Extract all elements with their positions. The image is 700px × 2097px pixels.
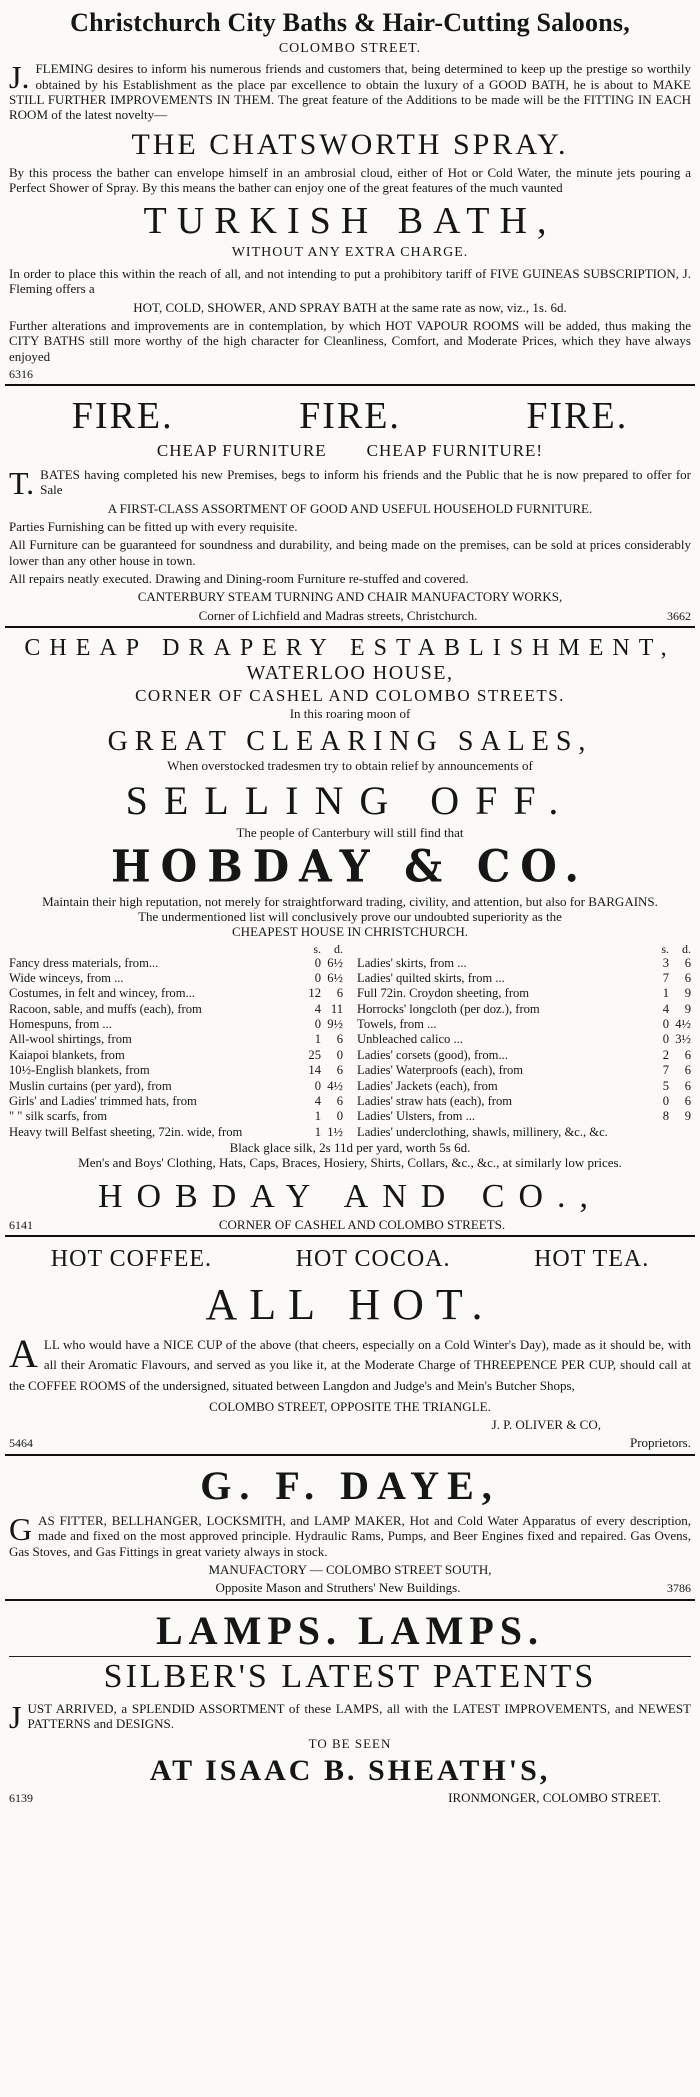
price-item: Fancy dress materials, from...	[9, 955, 159, 970]
drapery-footer	[9, 1217, 691, 1232]
fire-heading-row	[9, 394, 691, 439]
price-column-right	[357, 942, 691, 1140]
baths-p4: Further alterations and improvements are in contemplation, by which HOT VAPOUR ROOMS will be added, thus making the CITY BATHS still more worthy of the high character for Cleanliness, Comfort, and Moderate Prices, which they have always enjoyed	[9, 317, 691, 364]
price-row	[9, 1063, 343, 1078]
price-shillings: 0	[314, 971, 321, 986]
price-item: Racoon, sable, and muffs (each), from	[9, 1001, 202, 1016]
hot-tea: HOT TEA.	[534, 1246, 650, 1273]
drapery-l3: The people of Canterbury will still find that	[236, 824, 464, 840]
cheap-furniture-2: CHEAP FURNITURE!	[366, 440, 544, 460]
fire-dropcap: T.	[9, 464, 35, 501]
price-row	[9, 1079, 343, 1094]
price-pence: 4½	[327, 1078, 343, 1093]
baths-p3b: HOT, COLD, SHOWER, AND SPRAY BATH at the same rate as now, viz., 1s. 6d.	[133, 299, 567, 315]
price-shillings: 14	[308, 1063, 321, 1078]
hot-coffee: HOT COFFEE.	[50, 1246, 213, 1273]
daye-title: G. F. DAYE,	[200, 1462, 500, 1508]
price-item: Ladies' underclothing, shawls, millinery, &c., &c.	[357, 1124, 608, 1139]
price-shillings: 1	[314, 1032, 321, 1047]
drapery-l8: Men's and Boys' Clothing, Hats, Caps, Braces, Hosiery, Shirts, Collars, &c., &c., at similarly low prices.	[78, 1155, 622, 1171]
price-shillings: 2	[662, 1047, 669, 1062]
price-shillings: 7	[662, 1063, 669, 1078]
drapery-l1: In this roaring moon of	[289, 705, 411, 721]
price-pence: 9	[684, 1109, 691, 1124]
drapery-l2: When overstocked tradesmen try to obtain relief by announcements of	[167, 758, 533, 774]
lamps-footer	[9, 1790, 691, 1805]
price-item: Ladies' corsets (good), from...	[357, 1047, 508, 1062]
fire-word-1: FIRE.	[71, 395, 174, 438]
col-d: d.	[682, 941, 691, 956]
baths-spray-heading: THE CHATSWORTH SPRAY.	[131, 127, 569, 161]
price-pence: 6	[336, 986, 343, 1001]
price-shillings: 0	[662, 1017, 669, 1032]
price-pence: 6½	[327, 955, 343, 970]
price-item: Ladies' Ulsters, from ...	[357, 1109, 476, 1124]
price-row	[9, 956, 343, 971]
price-pence: 0	[336, 1109, 343, 1124]
lamps-seen: TO BE SEEN	[308, 1735, 392, 1751]
col-s: s.	[313, 941, 321, 956]
lamps-iron: IRONMONGER, COLOMBO STREET.	[448, 1790, 661, 1806]
fire-works: CANTERBURY STEAM TURNING AND CHAIR MANUFACTORY WORKS,	[137, 589, 563, 605]
ad-hot-drinks	[5, 1237, 695, 1454]
price-row	[9, 1094, 343, 1109]
price-item: All-wool shirtings, from	[9, 1032, 132, 1047]
hot-ref: 5464	[9, 1436, 33, 1451]
fire-p2: Parties Furnishing can be fitted up with every requisite.	[9, 518, 298, 534]
fire-p4: All repairs neatly executed. Drawing and Dining-room Furniture re-stuffed and covered.	[9, 570, 469, 586]
price-pence: 6	[684, 1047, 691, 1062]
drapery-l5: The undermentioned list will conclusively prove our undoubted superiority as the	[138, 908, 562, 924]
drapery-clearing: GREAT CLEARING SALES,	[107, 726, 593, 758]
lamps-silber: SILBER'S LATEST PATENTS	[103, 1657, 597, 1695]
hot-footer	[9, 1435, 691, 1450]
price-row	[357, 956, 691, 971]
price-row	[9, 1002, 343, 1017]
drapery-selling-off: SELLING OFF.	[125, 778, 575, 824]
hot-p1	[9, 1331, 691, 1395]
baths-p3: In order to place this within the reach of all, and not intending to put a prohibitory tariff of FIVE GUINEAS SUBSCRIPTION, J. Fleming offers a	[9, 265, 691, 297]
baths-intro	[9, 61, 691, 122]
price-pence: 11	[330, 1001, 343, 1016]
hot-p1-text: LL who would have a NICE CUP of the above (that cheers, especially on a Cold Winter's Day), made as it should be, with all their Aromatic Flavours, and served as you like it, at the Moderate Charge of THREEPENCE PER CUP, should call at the COFFEE ROOMS of the undersigned, situated between Langdon and Judge's and Mein's Butcher Shops,	[9, 1337, 691, 1393]
price-column-left	[9, 942, 343, 1140]
daye-manufactory: MANUFACTORY — COLOMBO STREET SOUTH,	[208, 1561, 492, 1577]
daye-footer	[9, 1580, 691, 1595]
baths-no-charge: WITHOUT ANY EXTRA CHARGE.	[231, 245, 469, 261]
price-row	[357, 1125, 691, 1140]
price-shillings	[647, 1125, 669, 1140]
lamps-dropcap: J	[9, 1698, 22, 1735]
baths-dropcap: J.	[9, 59, 30, 96]
ad-fire-furniture	[5, 386, 695, 626]
lamps-sheath: AT ISAAC B. SHEATH'S,	[149, 1753, 551, 1787]
daye-p1	[9, 1510, 691, 1559]
hot-name: J. P. OLIVER & CO,	[491, 1417, 601, 1433]
price-table-right	[357, 942, 691, 1140]
daye-opposite: Opposite Mason and Struthers' New Buildings.	[215, 1580, 461, 1596]
lamps-p1-text: UST ARRIVED, a SPLENDID ASSORTMENT of these LAMPS, all with the LATEST IMPROVEMENTS, and NEWEST PATTERNS and DESIGNS.	[27, 1700, 691, 1732]
price-pence: 6	[684, 1063, 691, 1078]
price-pence	[669, 1125, 691, 1140]
fire-word-3: FIRE.	[526, 395, 629, 438]
fire-p3: All Furniture can be guaranteed for soundness and durability, and being made on the premises, can be sold at prices considerably lower than any other house in town.	[9, 537, 691, 568]
hot-dropcap: A	[9, 1331, 38, 1377]
price-shillings: 8	[662, 1109, 669, 1124]
fire-p1b: A FIRST-CLASS ASSORTMENT OF GOOD AND USEFUL HOUSEHOLD FURNITURE.	[107, 500, 593, 516]
price-pence: 9	[684, 986, 691, 1001]
daye-dropcap: G	[9, 1510, 33, 1547]
price-row	[9, 1109, 343, 1124]
daye-p1-text: AS FITTER, BELLHANGER, LOCKSMITH, and LAMP MAKER, Hot and Cold Water Apparatus of every description, made and fixed on the most approved principle. Hydraulic Rams, Pumps, and Beer Engines fixed and repaired. Gas Ovens, Gas Stoves, and Gas Fittings in great variety always in stock.	[9, 1512, 691, 1559]
all-hot-heading: ALL HOT.	[205, 1280, 495, 1330]
price-item: Girls' and Ladies' trimmed hats, from	[9, 1093, 197, 1108]
baths-ref: 6316	[9, 366, 33, 381]
price-row	[357, 1048, 691, 1063]
price-list	[9, 942, 691, 1140]
price-shillings: 25	[308, 1047, 321, 1062]
fire-corner: Corner of Lichfield and Madras streets, Christchurch.	[198, 607, 478, 623]
price-shillings: 1	[314, 1109, 321, 1124]
price-shillings: 0	[314, 955, 321, 970]
drapery-l6: CHEAPEST HOUSE IN CHRISTCHURCH.	[232, 924, 468, 940]
drapery-l4: Maintain their high reputation, not merely for straightforward trading, civility, and attention, but also for BARGAINS.	[42, 893, 658, 909]
drapery-waterloo: WATERLOO HOUSE,	[246, 662, 454, 685]
price-row	[9, 986, 343, 1001]
price-item: Full 72in. Croydon sheeting, from	[357, 986, 530, 1001]
price-item: 10½-English blankets, from	[9, 1063, 150, 1078]
price-row	[357, 1109, 691, 1124]
drapery-hobday-footer: HOBDAY AND CO.,	[97, 1177, 603, 1215]
price-shillings: 12	[308, 986, 321, 1001]
price-row	[357, 1063, 691, 1078]
baths-turkish-heading: TURKISH BATH,	[143, 199, 557, 242]
price-item: Muslin curtains (per yard), from	[9, 1078, 172, 1093]
price-row	[357, 986, 691, 1001]
cheap-furniture-row	[9, 441, 691, 461]
cheap-furniture-1: CHEAP FURNITURE	[156, 440, 327, 460]
baths-p1: FLEMING desires to inform his numerous friends and customers that, being determined to keep up the prestige so worthily obtained by his Establishment as the place par excellence to obtain the luxury of a GOOD BATH, he is about to MAKE STILL FURTHER IMPROVEMENTS IN THEM. The great feature of the Additions to be made will be the FITTING IN EACH ROOM of the latest novelty—	[9, 61, 691, 123]
fire-ref: 3662	[667, 608, 691, 623]
price-item: Towels, from ...	[357, 1017, 437, 1032]
lamps-ref: 6139	[9, 1791, 33, 1806]
price-pence: 6	[336, 1093, 343, 1108]
price-row	[9, 1017, 343, 1032]
price-item: Ladies' skirts, from ...	[357, 955, 467, 970]
price-pence: 6	[336, 1063, 343, 1078]
price-shillings: 4	[314, 1001, 321, 1016]
price-pence: 6	[684, 1093, 691, 1108]
price-item: Heavy twill Belfast sheeting, 72in. wide, from	[9, 1124, 243, 1139]
price-pence: 9	[684, 1001, 691, 1016]
price-pence: 9½	[327, 1017, 343, 1032]
price-pence: 6	[684, 971, 691, 986]
price-item: Unbleached calico ...	[357, 1032, 463, 1047]
col-d: d.	[334, 941, 343, 956]
hot-proprietors: Proprietors.	[629, 1435, 691, 1451]
baths-title: Christchurch City Baths & Hair-Cutting Saloons,	[70, 8, 630, 37]
price-shillings: 5	[662, 1078, 669, 1093]
price-row	[9, 1032, 343, 1047]
price-pence: 6	[684, 1078, 691, 1093]
fire-p1	[9, 464, 691, 501]
hot-cocoa: HOT COCOA.	[295, 1246, 451, 1273]
price-shillings: 1	[662, 986, 669, 1001]
ad-city-baths	[5, 2, 695, 384]
drapery-heading: CHEAP DRAPERY ESTABLISHMENT,	[24, 634, 676, 661]
price-item: Ladies' Jackets (each), from	[357, 1078, 498, 1093]
col-s: s.	[661, 941, 669, 956]
hot-street: COLOMBO STREET, OPPOSITE THE TRIANGLE.	[209, 1398, 491, 1414]
price-row	[357, 1002, 691, 1017]
fire-p1-text: BATES having completed his new Premises, begs to inform his friends and the Public that he is now prepared to offer for Sale	[40, 466, 691, 498]
price-row	[9, 1125, 343, 1140]
price-row	[357, 1094, 691, 1109]
price-row	[357, 971, 691, 986]
ad-lamps	[5, 1601, 695, 1809]
price-shillings: 0	[314, 1078, 321, 1093]
fire-footer	[9, 608, 691, 623]
price-row	[357, 1032, 691, 1047]
drapery-ref: 6141	[9, 1217, 33, 1232]
price-row	[9, 971, 343, 986]
price-pence: 0	[336, 1047, 343, 1062]
price-pence: 3½	[675, 1032, 691, 1047]
price-shillings: 4	[662, 1001, 669, 1016]
price-shillings: 0	[314, 1017, 321, 1032]
ad-hobday-drapery	[5, 628, 695, 1235]
price-item: Homespuns, from ...	[9, 1017, 112, 1032]
price-pence: 6½	[327, 971, 343, 986]
price-item: " " silk scarfs, from	[9, 1109, 108, 1124]
drapery-l7: Black glace silk, 2s 11d per yard, worth 5s 6d.	[229, 1140, 471, 1155]
price-row	[9, 1048, 343, 1063]
lamps-p1	[9, 1698, 691, 1735]
price-pence: 6	[336, 1032, 343, 1047]
price-item: Horrocks' longcloth (per doz.), from	[357, 1001, 540, 1016]
fire-word-2: FIRE.	[299, 395, 401, 438]
baths-street: COLOMBO STREET.	[278, 40, 422, 56]
price-shillings: 3	[662, 955, 669, 970]
price-item: Ladies' straw hats (each), from	[357, 1093, 513, 1108]
drapery-hobday-logo: HOBDAY & CO.	[110, 840, 589, 893]
price-item: Ladies' Waterproofs (each), from	[357, 1063, 524, 1078]
drapery-corner: CORNER OF CASHEL AND COLOMBO STREETS.	[135, 685, 565, 705]
price-item: Kaiapoi blankets, from	[9, 1047, 125, 1062]
daye-ref: 3786	[667, 1581, 691, 1596]
newspaper-page	[5, 0, 695, 1809]
price-shillings: 0	[662, 1093, 669, 1108]
price-item: Ladies' quilted skirts, from ...	[357, 971, 505, 986]
price-shillings: 1	[314, 1124, 321, 1139]
lamps-title: LAMPS. LAMPS.	[156, 1607, 544, 1653]
price-row	[357, 1079, 691, 1094]
price-row	[357, 1017, 691, 1032]
price-pence: 6	[684, 955, 691, 970]
drapery-corner-footer: CORNER OF CASHEL AND COLOMBO STREETS.	[218, 1216, 506, 1232]
price-pence: 4½	[675, 1017, 691, 1032]
price-pence: 1½	[327, 1124, 343, 1139]
ad-daye	[5, 1456, 695, 1599]
baths-p2: By this process the bather can envelope himself in an ambrosial cloud, either of Hot or Cold Water, the minute jets pouring a Perfect Shower of Spray. By this means the bather can enjoy one of the great features of the much vaunted	[9, 164, 691, 196]
price-shillings: 4	[314, 1093, 321, 1108]
price-shillings: 7	[662, 971, 669, 986]
price-item: Wide winceys, from ...	[9, 971, 124, 986]
price-table-left	[9, 942, 343, 1140]
hot-heading-row	[9, 1245, 691, 1273]
price-shillings: 0	[662, 1032, 669, 1047]
price-item: Costumes, in felt and wincey, from...	[9, 986, 195, 1001]
